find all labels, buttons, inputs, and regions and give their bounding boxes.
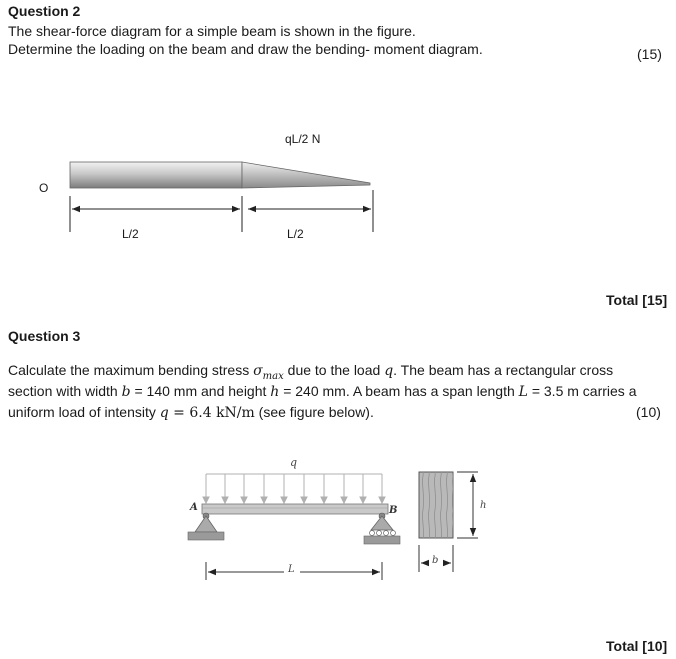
support-a-label: A [190,502,198,513]
height-label: h [480,500,487,511]
span-length-label: L [288,564,295,575]
question-2-total: Total [15] [606,292,668,308]
support-a-pin [188,513,224,540]
simple-beam [202,504,388,514]
question-3-line-2: section with width b = 140 mm and height h = 240 mm. A beam has a span length L = 3.5 m carries a [8,383,637,400]
span-label-right: L/2 [287,227,304,241]
question-3-total: Total [10] [606,638,668,654]
support-b-roller [364,513,400,544]
cross-section-wood [419,472,453,538]
question-2-line-2: Determine the loading on the beam and draw the bending- moment diagram. [8,41,483,57]
question-3-marks: (10) [636,404,661,420]
shear-taper-right [242,162,370,188]
shear-block-left [70,162,242,188]
question-3-heading: Question 3 [8,328,81,344]
question-3-line-3: uniform load of intensity q = 6.4 kN/m (see figure below). [8,404,374,421]
question-2-marks: (15) [637,46,662,62]
question-2-heading: Question 2 [8,3,81,19]
origin-label: O [39,181,49,195]
width-label: b [432,555,439,566]
load-label-qL2: qL/2 N [285,132,321,146]
distributed-load-arrows [203,474,385,503]
distributed-load-label: q [290,456,298,469]
question-2-line-1: The shear-force diagram for a simple beam is shown in the figure. [8,23,416,39]
span-label-left: L/2 [122,227,139,241]
question-3-line-1: Calculate the maximum bending stress $\sigma_{max}$ due to the load q. The beam has a rectangular cross [8,362,614,382]
support-b-label: B [389,505,398,516]
